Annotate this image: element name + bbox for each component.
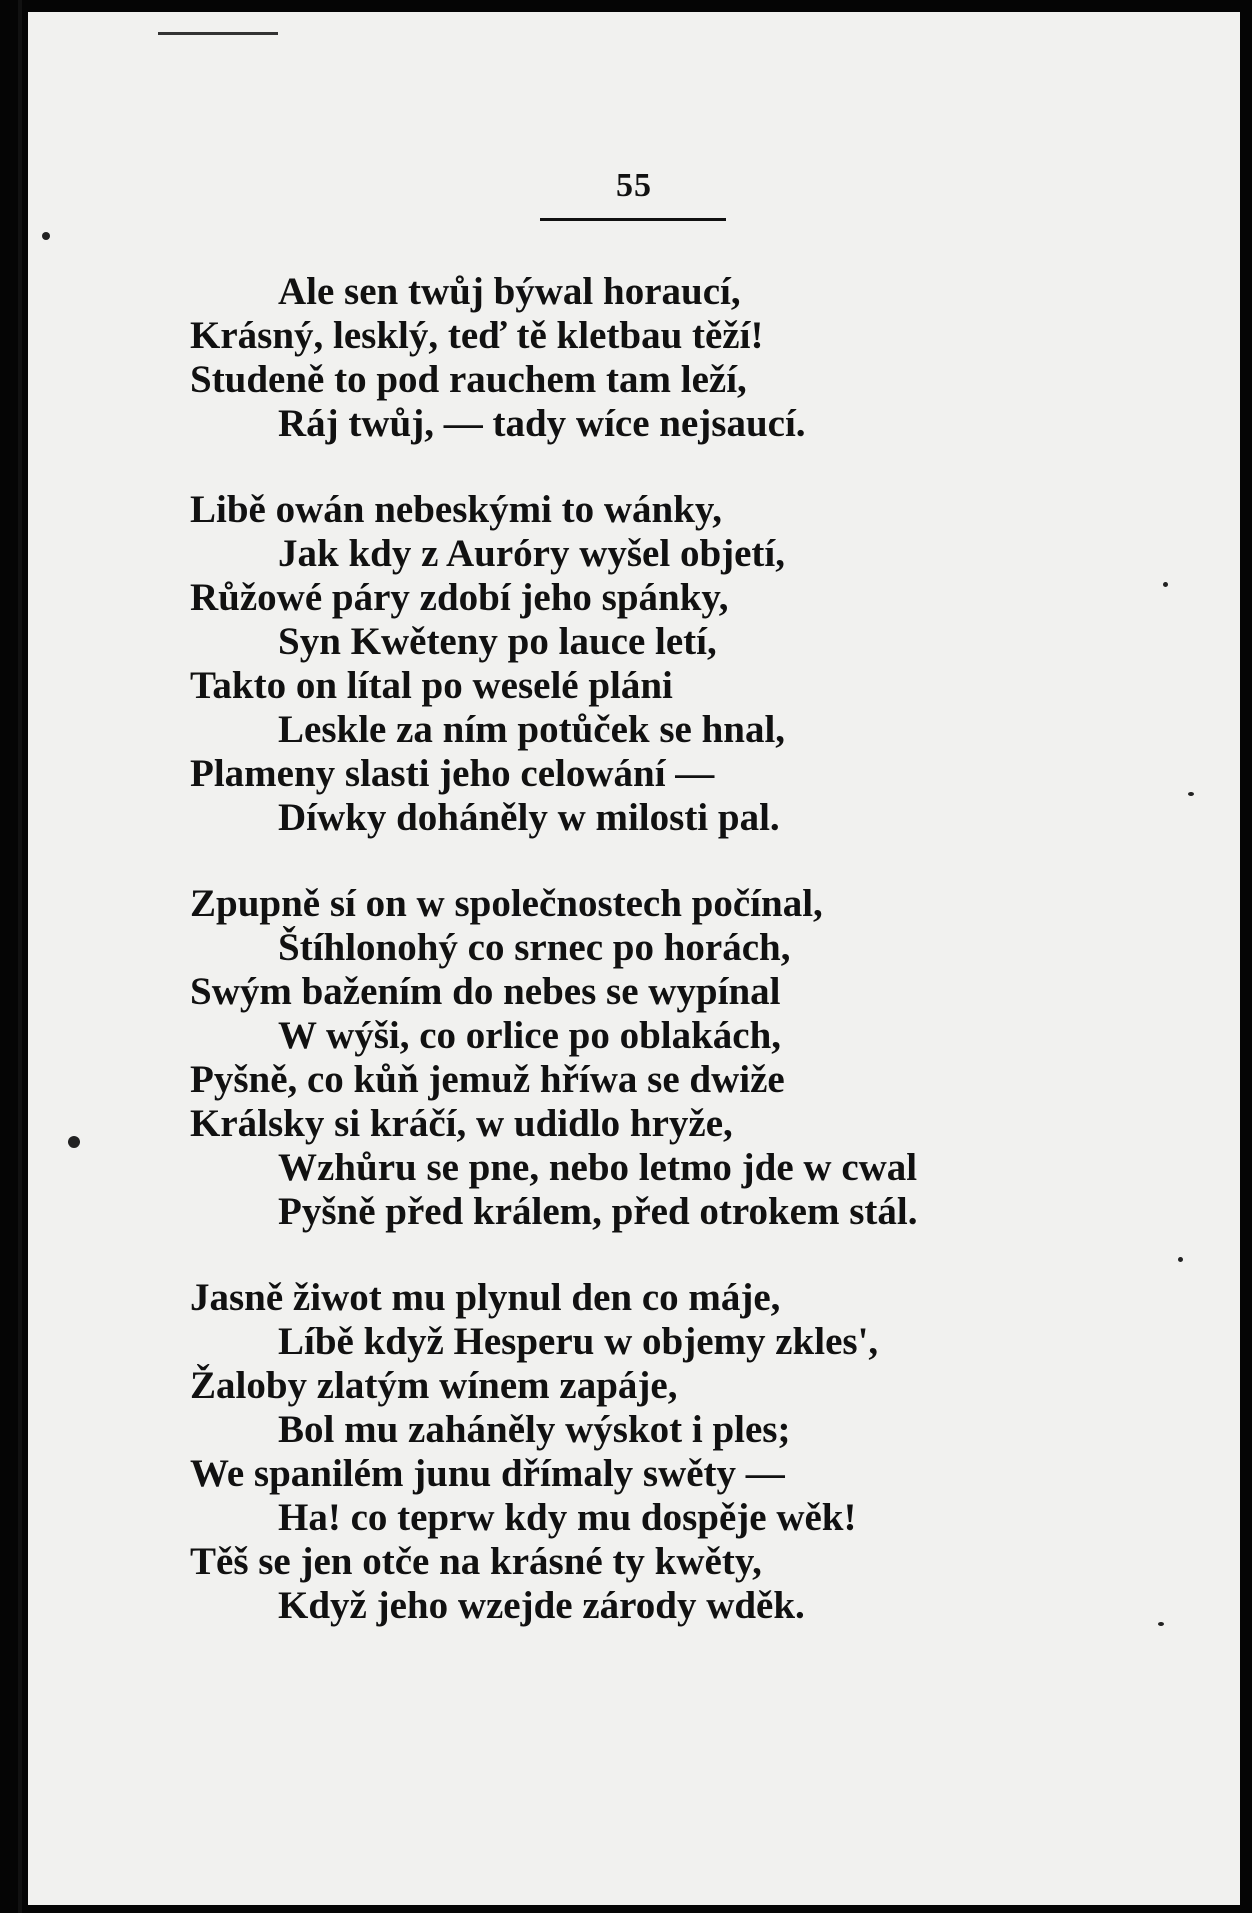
- verse-line: Králsky si kráčí, w udidlo hryže,: [190, 1102, 733, 1145]
- page-number: 55: [616, 167, 652, 204]
- verse-line: W wýši, co orlice po oblakách,: [278, 1014, 782, 1057]
- verse-line: Růžowé páry zdobí jeho spánky,: [190, 576, 729, 619]
- stanza: [190, 1276, 1090, 1628]
- verse-line: Syn Kwěteny po lauce letí,: [278, 620, 717, 663]
- print-speck: [1178, 1257, 1183, 1262]
- verse-line: Bol mu zaháněly wýskot i ples;: [278, 1408, 791, 1451]
- verse-line: Wzhůru se pne, nebo letmo jde w cwal: [278, 1146, 918, 1189]
- verse-line: Jasně žiwot mu plynul den co máje,: [190, 1276, 781, 1319]
- book-page: [28, 12, 1240, 1905]
- print-speck: [68, 1136, 80, 1148]
- verse-line: Pyšně před králem, před otrokem stál.: [278, 1190, 918, 1233]
- verse-line: Takto on lítal po weselé pláni: [190, 664, 673, 707]
- print-speck: [1188, 792, 1194, 796]
- poem: [190, 270, 1090, 1670]
- verse-line: Ha! co teprw kdy mu dospěje wěk!: [278, 1496, 857, 1539]
- verse-line: Ráj twůj, — tady wíce nejsaucí.: [278, 402, 806, 445]
- verse-line: Líbě když Hesperu w objemy zkles',: [278, 1320, 879, 1363]
- verse-line: Pyšně, co kůň jemuž hříwa se dwiže: [190, 1058, 785, 1101]
- verse-line: Ale sen twůj býwal horaucí,: [278, 270, 741, 313]
- verse-line: Díwky doháněly w milosti pal.: [278, 796, 780, 839]
- print-speck: [1163, 582, 1168, 587]
- verse-line: Jak kdy z Auróry wyšel objetí,: [278, 532, 785, 575]
- verse-line: Studeně to pod rauchem tam leží,: [190, 358, 747, 401]
- verse-line: Plameny slasti jeho celowání —: [190, 752, 715, 795]
- verse-line: Žaloby zlatým wínem zapáje,: [190, 1364, 678, 1407]
- print-speck: [42, 232, 50, 240]
- verse-line: Zpupně sí on w společnostech počínal,: [190, 882, 823, 925]
- stanza: [190, 488, 1090, 840]
- page-number-rule: [540, 218, 726, 221]
- verse-line: Swým bažením do nebes se wypínal: [190, 970, 781, 1013]
- binding-edge-line: [18, 0, 22, 1913]
- stanza: [190, 882, 1090, 1234]
- verse-line: Když jeho wzejde zárody wděk.: [278, 1584, 805, 1627]
- stanza: [190, 270, 1090, 446]
- verse-line: We spanilém junu dřímaly swěty —: [190, 1452, 785, 1495]
- print-speck: [1158, 1622, 1164, 1626]
- verse-line: Těš se jen otče na krásné ty kwěty,: [190, 1540, 762, 1583]
- verse-line: Libě owán nebeskými to wánky,: [190, 488, 723, 531]
- verse-line: Krásný, lesklý, teď tě kletbau těží!: [190, 314, 764, 357]
- verse-line: Štíhlonohý co srnec po horách,: [278, 926, 791, 969]
- verse-line: Leskle za ním potůček se hnal,: [278, 708, 786, 751]
- top-rule: [158, 32, 278, 35]
